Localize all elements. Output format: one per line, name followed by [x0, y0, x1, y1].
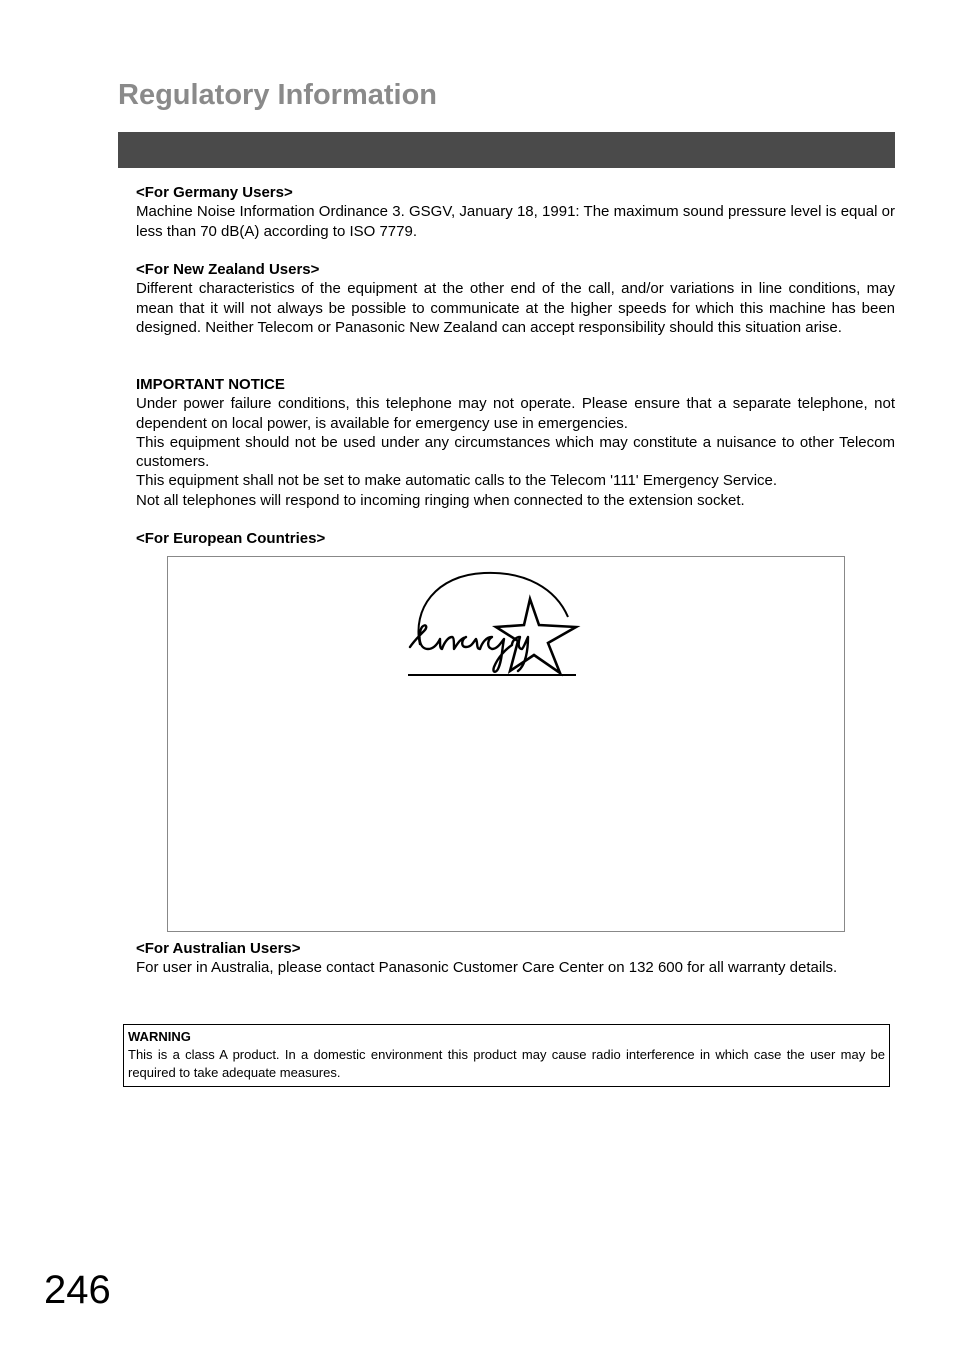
- australia-heading: <For Australian Users>: [136, 940, 301, 957]
- warning-text: This is a class A product. In a domestic environment this product may cause radio interference in which case the user may be required to take adequate measures.: [128, 1047, 885, 1080]
- new-zealand-heading: <For New Zealand Users>: [136, 261, 320, 278]
- energy-star-box: [167, 556, 845, 932]
- important-notice-line: This equipment shall not be set to make automatic calls to the Telecom '111' Emergency Service.: [136, 472, 778, 490]
- warning-box: [123, 1024, 890, 1087]
- germany-heading: <For Germany Users>: [136, 184, 293, 201]
- new-zealand-text: Different characteristics of the equipment at the other end of the call, and/or variations in line conditions, may mean that it will not always be possible to communicate at the higher speeds for which this machine has been designed. Neither Telecom or Panasonic New Zealand can accept responsibility should this situation arise.: [136, 280, 895, 336]
- important-notice-heading: IMPORTANT NOTICE: [136, 376, 285, 393]
- page-title: Regulatory Information: [118, 79, 438, 111]
- important-notice-line: This equipment should not be used under any circumstances which may constitute a nuisance to other Telecom customers.: [136, 433, 895, 471]
- germany-text: Machine Noise Information Ordinance 3. GSGV, January 18, 1991: The maximum sound pressure level is equal or less than 70 dB(A) according to ISO 7779.: [136, 203, 895, 240]
- important-notice-line: Not all telephones will respond to incoming ringing when connected to the extension socket.: [136, 491, 745, 509]
- energy-star-logo-icon: [406, 569, 582, 677]
- europe-section: [136, 529, 895, 548]
- germany-section: [136, 183, 895, 241]
- europe-heading: <For European Countries>: [136, 530, 326, 547]
- important-notice-line: Under power failure conditions, this telephone may not operate. Please ensure that a separate telephone, not dependent on local power, is available for emergency use in emergencies.: [136, 395, 895, 432]
- new-zealand-section: [136, 260, 895, 337]
- page-number: 246: [44, 1268, 111, 1312]
- important-notice-section: [136, 375, 895, 510]
- australia-text: For user in Australia, please contact Panasonic Customer Care Center on 132 600 for all warranty details.: [136, 959, 838, 977]
- header-bar: [118, 132, 895, 168]
- warning-title: WARNING: [128, 1029, 191, 1044]
- australia-section: [136, 939, 895, 978]
